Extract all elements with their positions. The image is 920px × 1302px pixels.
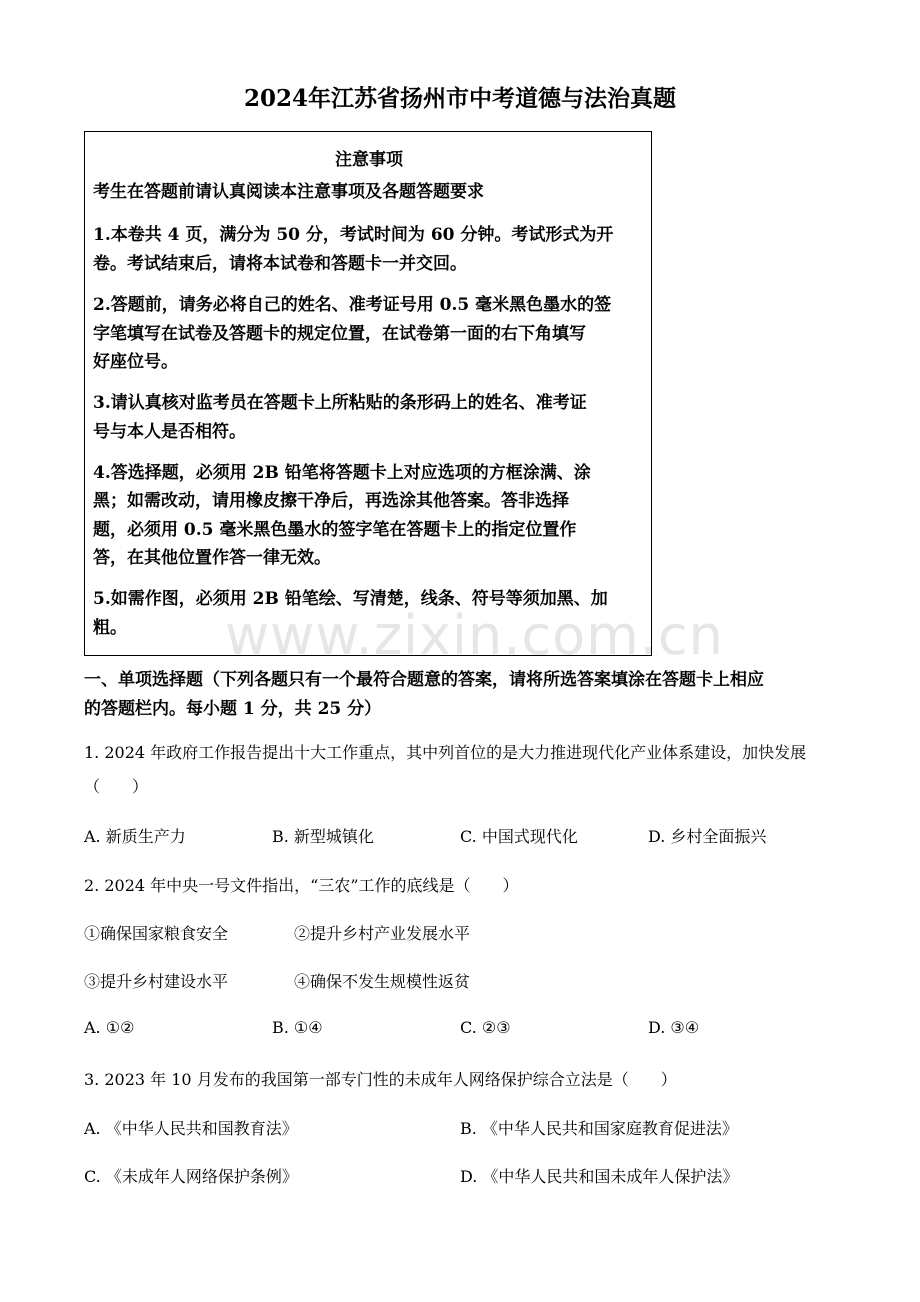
notice-heading: 注意事项	[335, 150, 403, 170]
notice-line: 黑；如需改动，请用橡皮擦干净后，再选涂其他答案。答非选择	[93, 491, 569, 511]
notice-line: 好座位号。	[93, 352, 178, 372]
q2-item-1: ①确保国家粮食安全	[84, 924, 229, 943]
q1-option-d: D. 乡村全面振兴	[648, 827, 767, 846]
watermark: www.zixin.com.cn	[225, 604, 724, 667]
notice-line: 3.请认真核对监考员在答题卡上所粘贴的条形码上的姓名、准考证	[93, 393, 587, 413]
question-1-stem: 1. 2024 年政府工作报告提出十大工作重点，其中列首位的是大力推进现代化产业体系建设，加快发展	[84, 743, 807, 762]
page-title: 2024年江苏省扬州市中考道德与法治真题	[243, 85, 676, 112]
notice-line: 1.本卷共 4 页，满分为 50 分，考试时间为 60 分钟。考试形式为开	[93, 225, 614, 245]
section-heading-cont: 的答题栏内。每小题 1 分，共 25 分）	[84, 699, 382, 719]
q2-option-b: B. ①④	[272, 1018, 323, 1037]
q1-option-a: A. 新质生产力	[84, 827, 186, 846]
q3-option-c: C. 《未成年人网络保护条例》	[84, 1167, 298, 1186]
notice-line: 粗。	[93, 618, 127, 638]
q2-item-3: ③提升乡村建设水平	[84, 972, 229, 991]
q2-item-2: ②提升乡村产业发展水平	[294, 924, 471, 943]
section-heading: 一、单项选择题（下列各题只有一个最符合题意的答案，请将所选答案填涂在答题卡上相应	[84, 670, 764, 690]
q2-option-c: C. ②③	[460, 1018, 511, 1037]
question-2-stem: 2. 2024 年中央一号文件指出，“三农”工作的底线是（ ）	[84, 876, 519, 895]
notice-line: 字笔填写在试卷及答题卡的规定位置，在试卷第一面的右下角填写	[93, 324, 586, 344]
notice-line: 号与本人是否相符。	[93, 422, 246, 442]
q2-item-4: ④确保不发生规模性返贫	[294, 972, 471, 991]
notice-line: 4.答选择题，必须用 2B 铅笔将答题卡上对应选项的方框涂满、涂	[93, 463, 591, 483]
q1-option-b: B. 新型城镇化	[272, 827, 374, 846]
q2-option-d: D. ③④	[648, 1018, 700, 1037]
q3-option-b: B. 《中华人民共和国家庭教育促进法》	[460, 1119, 738, 1138]
question-1-blank: （ ）	[84, 777, 149, 796]
question-3-stem: 3. 2023 年 10 月发布的我国第一部专门性的未成年人网络保护综合立法是（ ）	[84, 1070, 677, 1089]
notice-line: 答，在其他位置作答一律无效。	[93, 548, 331, 568]
q2-option-a: A. ①②	[84, 1018, 135, 1037]
q3-option-a: A. 《中华人民共和国教育法》	[84, 1119, 298, 1138]
q3-option-d: D. 《中华人民共和国未成年人保护法》	[460, 1167, 739, 1186]
notice-line: 5.如需作图，必须用 2B 铅笔绘、写清楚，线条、符号等须加黑、加	[93, 589, 608, 609]
notice-line: 卷。考试结束后，请将本试卷和答题卡一并交回。	[93, 254, 467, 274]
q1-option-c: C. 中国式现代化	[460, 827, 578, 846]
notice-line: 题，必须用 0.5 毫米黑色墨水的签字笔在答题卡上的指定位置作	[93, 520, 577, 540]
notice-box	[84, 131, 652, 656]
notice-line: 2.答题前，请务必将自己的姓名、准考证号用 0.5 毫米黑色墨水的签	[93, 295, 612, 315]
notice-line: 考生在答题前请认真阅读本注意事项及各题答题要求	[93, 182, 484, 202]
